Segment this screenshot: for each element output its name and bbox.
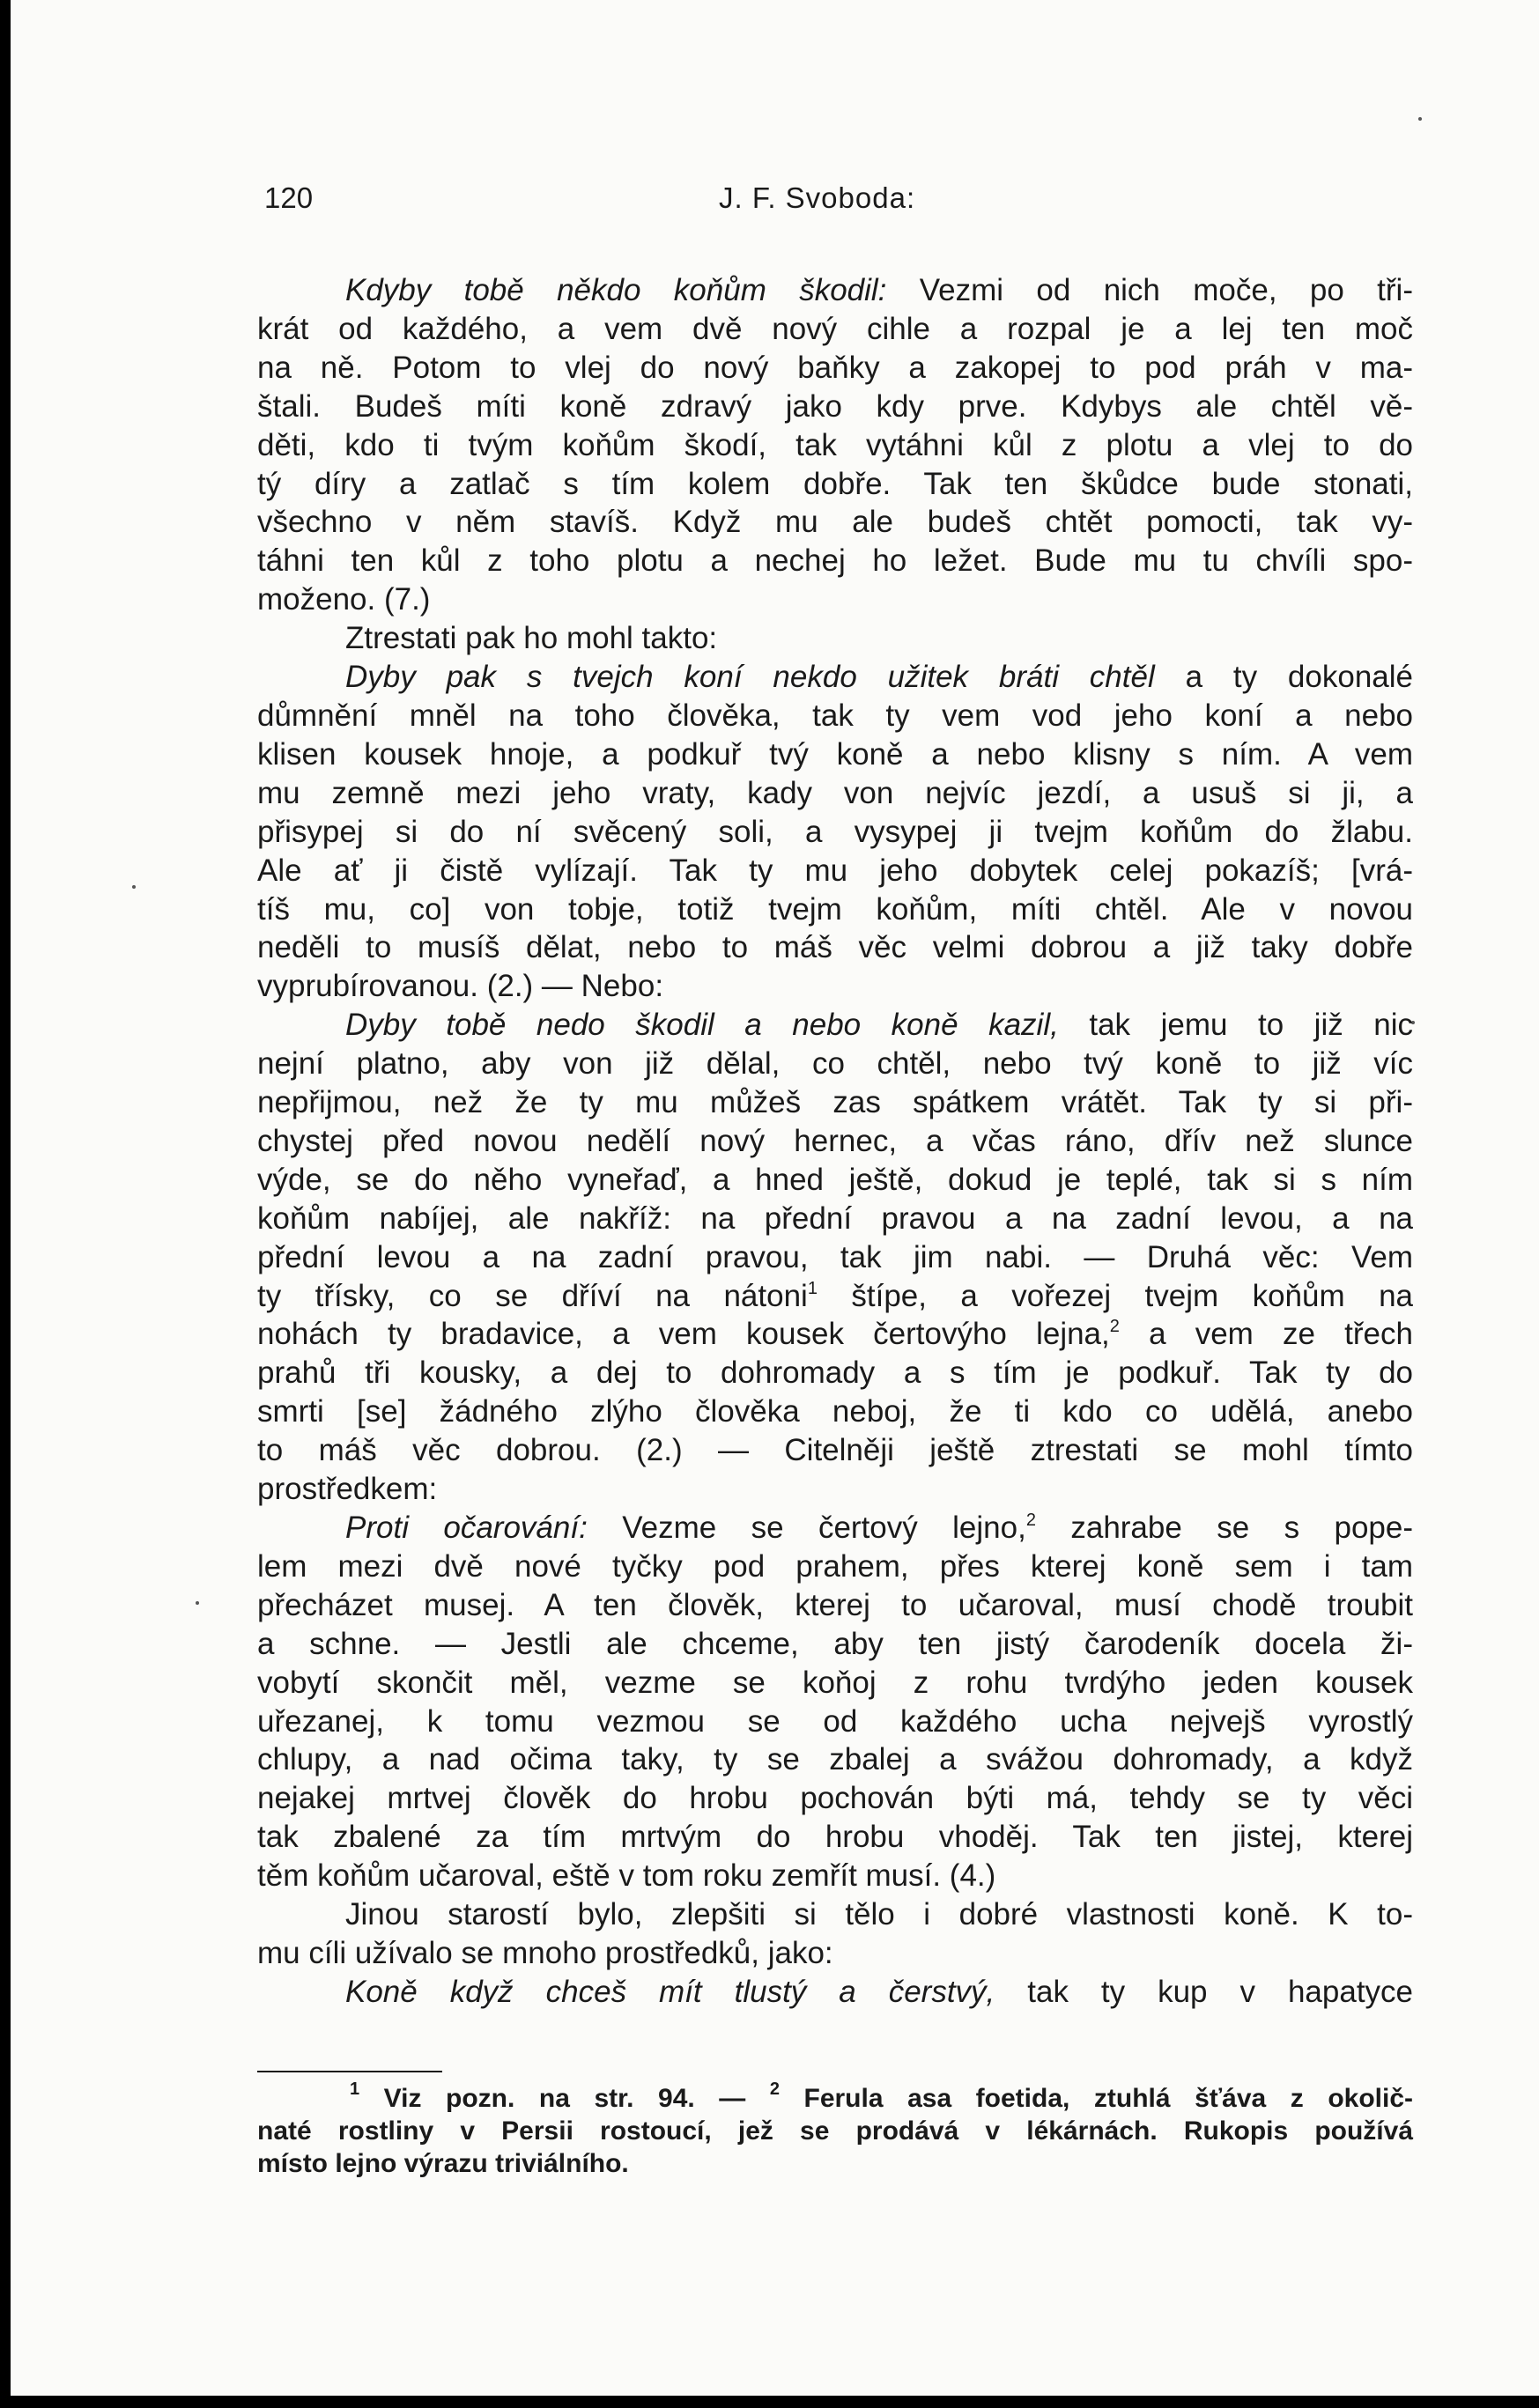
text-line: přední levou a na zadní pravou, tak jim nabi. — Druhá věc: Vem	[257, 1239, 1413, 1274]
text-line: Ztrestati pak ho mohl takto:	[345, 621, 718, 656]
text-line: tíš mu, co] von tobje, totiž tvejm koňům, míti chtěl. Ale v novou	[257, 891, 1413, 927]
running-head: J. F. Svoboda:	[719, 181, 916, 214]
scan-border-bottom	[0, 2396, 1539, 2408]
text-line: lem mezi dvě nové tyčky pod prahem, přes kterej koně sem i tam	[257, 1548, 1413, 1584]
paragraph	[257, 1509, 1413, 1895]
text-line: moženo. (7.)	[257, 582, 431, 617]
text-line: chystej před novou nedělí nový hernec, a včas ráno, dřív než slunce	[257, 1123, 1413, 1158]
paragraph	[257, 1973, 1413, 2012]
page-header	[264, 181, 1410, 234]
text-line: a schne. — Jestli ale chceme, aby ten jistý čarodeník docela ži-	[257, 1626, 1413, 1661]
footnote-marker: 2	[1025, 1511, 1036, 1530]
text-line: uřezanej, k tomu vezmou se od každého ucha nejvejš vyrostlý	[257, 1703, 1413, 1739]
paragraph	[257, 1006, 1413, 1509]
text-line: nejakej mrtvej člověk do hrobu pochován býti má, tehdy se ty věci	[257, 1781, 1413, 1816]
text-line: Dyby tobě nedo škodil a nebo koně kazil, tak jemu to již nic	[345, 1008, 1413, 1043]
text-line: Dyby pak s tvejch koní nekdo užitek bráti chtěl a ty dokonalé	[345, 660, 1413, 695]
text-line: vobytí skončit měl, vezme se koňoj z rohu tvrdýho jeden kousek	[257, 1665, 1413, 1700]
footnotes	[257, 2079, 1413, 2180]
italic-heading: Proti očarování:	[345, 1511, 588, 1545]
italic-heading: Dyby tobě nedo škodil a nebo koně kazil,	[345, 1008, 1059, 1043]
text-line: všechno v něm stavíš. Když mu ale budeš chtět pomocti, tak vy-	[257, 505, 1413, 540]
text-line: tak zbalené za tím mrtvým do hrobu vhoděj. Tak ten jistej, kterej	[257, 1820, 1413, 1855]
text-line: klisen kousek hnoje, a podkuř tvý koně a nebo klisny s ním. A vem	[257, 736, 1413, 772]
text-line: nohách ty bradavice, a vem kousek čertovýho lejna,$^2$ a vem ze třech	[257, 1317, 1413, 1352]
text-line: výde, se do něho vyneřaď, a hned ještě, dokud je teplé, tak si s ním	[257, 1162, 1413, 1197]
text-line: přisypej si do ní svěcený soli, a vysypej ji tvejm koňům do žlabu.	[257, 814, 1413, 849]
scan-speck	[1418, 117, 1422, 121]
italic-heading: Dyby pak s tvejch koní nekdo užitek bráti chtěl	[345, 660, 1155, 695]
scan-border-left	[0, 0, 11, 2408]
footnote-marker: 1	[807, 1278, 818, 1298]
text-line: těm koňům učaroval, eště v tom roku zemřít musí. (4.)	[257, 1858, 996, 1894]
text-line: mu cíli užívalo se mnoho prostředků, jako:	[257, 1935, 833, 1970]
text-line: smrti [se] žádného zlýho člověka neboj, že ti kdo co udělá, anebo	[257, 1394, 1413, 1429]
text-line: krát od každého, a vem dvě nový cihle a rozpal je a lej ten moč	[257, 311, 1413, 346]
text-line: chlupy, a nad očima taky, ty se zbalej a svážou dohromady, a když	[257, 1742, 1413, 1777]
footnote-number: 1	[350, 2079, 360, 2099]
footnote-number: 2	[769, 2079, 780, 2099]
paragraph	[257, 619, 1413, 658]
text-line: to máš věc dobrou. (2.) — Citelněji ještě ztrestati se mohl tímto	[257, 1433, 1413, 1468]
text-line: důmnění mněl na toho člověka, tak ty vem vod jeho koní a nebo	[257, 698, 1413, 733]
body-text	[257, 271, 1413, 2012]
text-line: vyprubírovanou. (2.) — Nebo:	[257, 969, 664, 1004]
footnote-rule	[257, 2071, 442, 2072]
text-line: mu zemně mezi jeho vraty, kady von nejvíc jezdí, a usuš si ji, a	[257, 775, 1413, 810]
paragraph	[257, 1895, 1413, 1973]
text-line: prostředkem:	[257, 1472, 438, 1507]
text-line: prahů tři kousky, a dej to dohromady a s tím je podkuř. Tak ty do	[257, 1355, 1413, 1391]
text-line: děti, kdo ti tvým koňům škodí, tak vytáhni kůl z plotu a vlej to do	[257, 427, 1413, 462]
text-line: Proti očarování: Vezme se čertový lejno,$^2$ zahrabe se s pope-	[345, 1511, 1413, 1545]
text-line: táhni ten kůl z toho plotu a nechej ho ležet. Bude mu tu chvíli spo-	[257, 543, 1413, 579]
footnote-line: místo lejno výrazu triviálního.	[257, 2149, 629, 2178]
scan-speck	[132, 885, 136, 889]
footnote-line: $^1$ Viz pozn. na str. 94. — $^2$ Ferula asa foetida, ztuhlá šťáva z okolič-	[350, 2079, 1413, 2113]
text-line: štali. Budeš míti koně zdravý jako kdy prve. Kdybys ale chtěl vě-	[257, 388, 1413, 424]
footnote-marker: 2	[1109, 1317, 1120, 1337]
text-line: ty třísky, co se dříví na nátoni$^1$ štípe, a vořezej tvejm koňům na	[257, 1278, 1413, 1313]
footnote-line: naté rostliny v Persii rostoucí, jež se prodává v lékárnách. Rukopis používá	[257, 2116, 1413, 2146]
text-line: tý díry a zatlač s tím kolem dobře. Tak ten škůdce bude stonati,	[257, 466, 1413, 501]
text-line: Koně když chceš mít tlustý a čerstvý, tak ty kup v hapatyce	[345, 1974, 1414, 2009]
text-line: koňům nabíjej, ale nakříž: na přední pravou a na zadní levou, a na	[257, 1200, 1413, 1236]
text-line: na ně. Potom to vlej do nový baňky a zakopej to pod práh v ma-	[257, 350, 1413, 385]
text-line: nejní platno, aby von již dělal, co chtěl, nebo tvý koně to již víc	[257, 1046, 1413, 1082]
paragraph	[257, 271, 1413, 619]
page-number: 120	[264, 181, 314, 214]
text-line: Ale ať ji čistě vylízají. Tak ty mu jeho dobytek celej pokazíš; [vrá-	[257, 853, 1413, 888]
text-line: přecházet musej. A ten člověk, kterej to učaroval, musí chodě troubit	[257, 1587, 1413, 1622]
italic-heading: Koně když chceš mít tlustý a čerstvý,	[345, 1974, 995, 2009]
text-line: Kdyby tobě někdo koňům škodil: Vezmi od nich moče, po tři-	[345, 273, 1413, 307]
text-line: neděli to musíš dělat, nebo to máš věc velmi dobrou a již taky dobře	[257, 930, 1413, 965]
scan-speck	[196, 1601, 199, 1605]
italic-heading: Kdyby tobě někdo koňům škodil:	[345, 273, 887, 307]
text-line: Jinou starostí bylo, zlepšiti si tělo i dobré vlastnosti koně. K to-	[345, 1897, 1413, 1932]
text-line: nepřijmou, než že ty mu můžeš zas spátkem vrátět. Tak ty si při-	[257, 1085, 1413, 1120]
paragraph	[257, 658, 1413, 1006]
